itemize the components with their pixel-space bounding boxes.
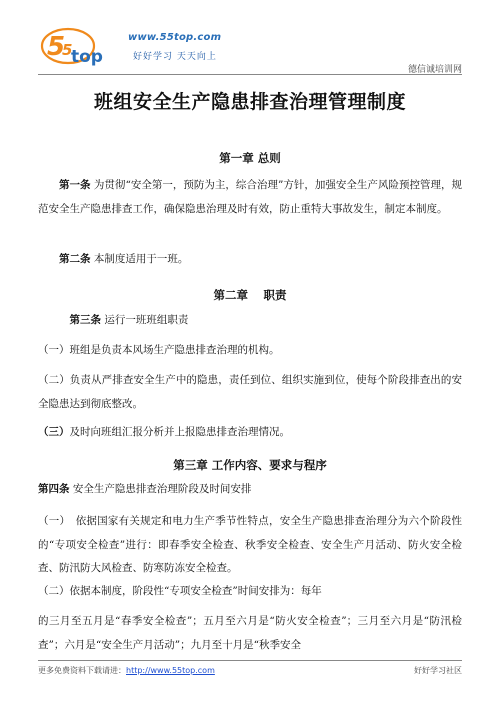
logo-url: www.55top.com bbox=[128, 32, 222, 43]
footer-divider bbox=[38, 660, 462, 661]
article-3-item-1: （一）班组是负责本风场生产隐患排查治理的机构。 bbox=[38, 344, 280, 356]
svg-text:top: top bbox=[71, 47, 103, 67]
article-4 bbox=[38, 478, 462, 502]
page-header bbox=[38, 22, 462, 74]
article-4-item-3: 的三月至五月是“春季安全检查”；五月至六月是“防火安全检查”；三月至六月是“防汛检查”；六月是“安全生产月活动”；九月至十月是“秋季安全 bbox=[38, 615, 462, 651]
article-1 bbox=[38, 174, 462, 221]
svg-text:5: 5 bbox=[47, 32, 66, 62]
article-2 bbox=[38, 248, 462, 272]
logo-mark-icon bbox=[38, 22, 133, 74]
article-4-label: 第四条 bbox=[38, 483, 70, 495]
chapter-2-heading: 第二章 职责 bbox=[213, 288, 287, 302]
footer-community: 好好学习社区 bbox=[414, 666, 462, 675]
chapter-3-heading: 第三章 工作内容、要求与程序 bbox=[173, 458, 327, 472]
site-logo[interactable] bbox=[38, 22, 278, 74]
article-3-item-3-text: 及时向班组汇报分析并上报隐患排查治理情况。 bbox=[69, 426, 290, 438]
article-4-item-1: （一） 依据国家有关规定和电力生产季节性特点，安全生产隐患排查治理分为六个阶段性的“专项安全检查”进行：即春季安全检查、秋季安全检查、安全生产月活动、防火安全检查、防汛防大风检查、防寒防冻安全检查。 bbox=[38, 515, 462, 574]
article-3-text: 运行一班班组职责 bbox=[104, 314, 189, 326]
article-4-item-2: （二）依据本制度，阶段性“专项安全检查”时间安排为：每年 bbox=[38, 585, 322, 597]
header-divider bbox=[38, 74, 462, 75]
article-3-item-2: （二）负责从严排查安全生产中的隐患，责任到位、组织实施到位，使每个阶段排查出的安全隐患达到彻底整改。 bbox=[38, 374, 462, 410]
article-1-label: 第一条 bbox=[59, 179, 91, 191]
article-2-label: 第二条 bbox=[59, 253, 91, 265]
article-2-text: 本制度适用于一班。 bbox=[93, 253, 189, 265]
article-1-text: 为贯彻“安全第一，预防为主，综合治理”方针，加强安全生产风险预控管理，规范安全生产隐患排查工作，确保隐患治理及时有效，防止重特大事故发生，制定本制度。 bbox=[38, 179, 463, 215]
footer-link[interactable]: http://www.55top.com bbox=[126, 666, 215, 675]
logo-slogan: 好好学习 天天向上 bbox=[133, 52, 217, 62]
document-title: 班组安全生产隐患排查治理管理制度 bbox=[93, 91, 406, 113]
article-3-item-3-label: （三） bbox=[38, 426, 70, 438]
article-3-label: 第三条 bbox=[69, 314, 101, 326]
footer-prefix: 更多免费资料下载请进： bbox=[38, 666, 126, 675]
article-3-item-3 bbox=[38, 421, 462, 445]
chapter-1-heading: 第一章 总则 bbox=[219, 151, 281, 165]
footer-download-note bbox=[38, 665, 215, 676]
svg-text:5: 5 bbox=[62, 41, 73, 59]
article-4-text: 安全生产隐患排查治理阶段及时间安排 bbox=[72, 483, 252, 495]
article-3 bbox=[38, 309, 462, 333]
header-site-name: 德信诚培训网 bbox=[407, 65, 462, 75]
